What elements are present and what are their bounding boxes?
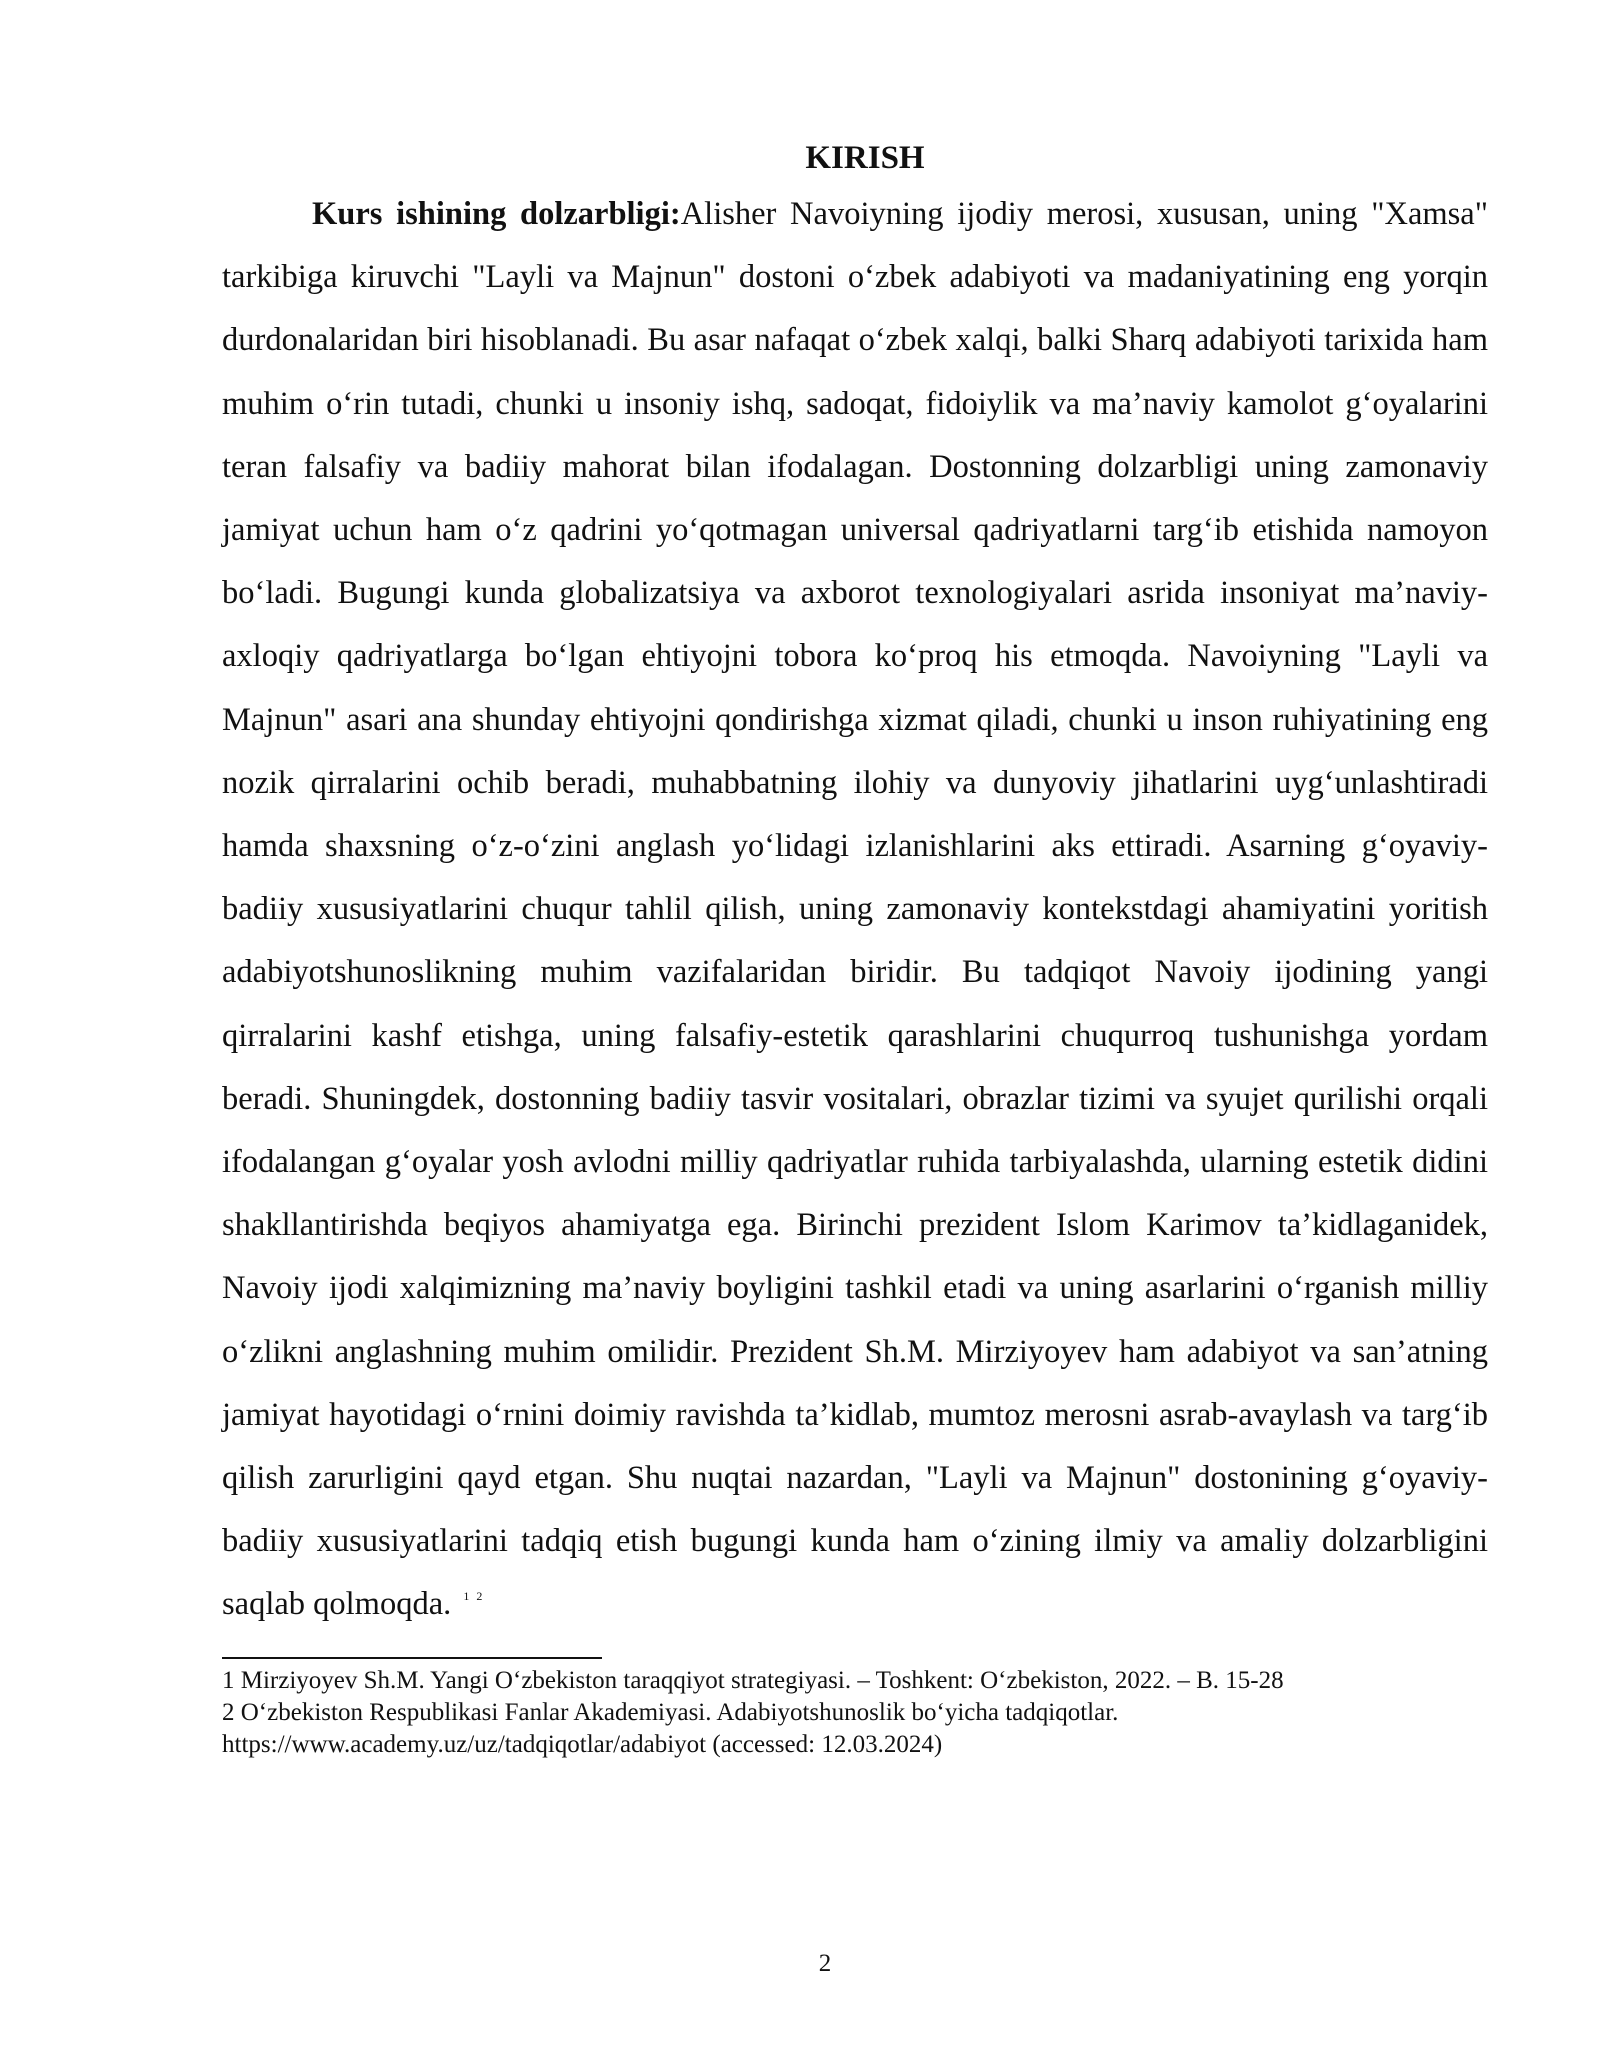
footnote-1: 1 Mirziyoyev Sh.M. Yangi O‘zbekiston taraqqiyot strategiyasi. – Toshkent: O‘zbekiston, 2022. – B. 15-28 (222, 1666, 1284, 1694)
footnote-2: 2 O‘zbekiston Respublikasi Fanlar Akademiyasi. Adabiyotshunoslik bo‘yicha tadqiqotlar. https://www.academy.uz/uz/tadqiqotlar/adabiyot (accessed: 12.03.2024) (222, 1698, 1119, 1758)
footnote-references: 1 2 (463, 1589, 485, 1604)
section-title: KIRISH (805, 140, 925, 176)
lead-label: Kurs ishining dolzarbligi: (312, 196, 681, 232)
footnotes (222, 1665, 1488, 1761)
body-paragraph (222, 183, 1488, 1637)
page-number: 2 (818, 1950, 832, 1977)
footnote-divider (222, 1657, 602, 1659)
document-page (222, 130, 1488, 1761)
paragraph-text: Alisher Navoiyning ijodiy merosi, xususan, uning "Xamsa" tarkibiga kiruvchi "Layli va Majnun" dostoni o‘zbek adabiyoti va madaniyatining eng yorqin durdonalaridan biri hisoblanadi. Bu asar nafaqat o‘zbek xalqi, balki Sharq adabiyoti tarixida ham muhim o‘rin tutadi, chunki u insoniy ishq, sadoqat, fidoiylik va ma’naviy kamolot g‘oyalarini teran falsafiy va badiiy mahorat bilan ifodalagan. Dostonning dolzarbligi uning zamonaviy jamiyat uchun ham o‘z qadrini yo‘qotmagan universal qadriyatlarni targ‘ib etishida namoyon bo‘ladi. Bugungi kunda globalizatsiya va axborot texnologiyalari asrida insoniyat ma’naviy-axloqiy qadriyatlarga bo‘lgan ehtiyojni tobora ko‘proq his etmoqda. Navoiyning "Layli va Majnun" asari ana shunday ehtiyojni qondirishga xizmat qiladi, chunki u inson ruhiyatining eng nozik qirralarini ochib beradi, muhabbatning ilohiy va dunyoviy jihatlarini uyg‘unlashtiradi hamda shaxsning o‘z-o‘zini anglash yo‘lidagi izlanishlarini aks ettiradi. Asarning g‘oyaviy-badiiy xususiyatlarini chuqur tahlil qilish, uning zamonaviy kontekstdagi ahamiyatini yoritish adabiyotshunoslikning muhim vazifalaridan biridir. Bu tadqiqot Navoiy ijodining yangi qirralarini kashf etishga, uning falsafiy-estetik qarashlarini chuqurroq tushunishga yordam beradi. Shuningdek, dostonning badiiy tasvir vositalari, obrazlar tizimi va syujet qurilishi orqali ifodalangan g‘oyalar yosh avlodni milliy qadriyatlar ruhida tarbiyalashda, ularning estetik didini shakllantirishda beqiyos ahamiyatga ega. Birinchi prezident Islom Karimov ta’kidlaganidek, Navoiy ijodi xalqimizning ma’naviy boyligini tashkil etadi va uning asarlarini o‘rganish milliy o‘zlikni anglashning muhim omilidir. Prezident Sh.M. Mirziyoyev ham adabiyot va san’atning jamiyat hayotidagi o‘rnini doimiy ravishda ta’kidlab, mumtoz merosni asrab-avaylash va targ‘ib qilish zarurligini qayd etgan. Shu nuqtai nazardan, "Layli va Majnun" dostonining g‘oyaviy-badiiy xususiyatlarini tadqiq etish bugungi kunda ham o‘zining ilmiy va amaliy dolzarbligini saqlab qolmoqda. (222, 196, 1488, 1623)
